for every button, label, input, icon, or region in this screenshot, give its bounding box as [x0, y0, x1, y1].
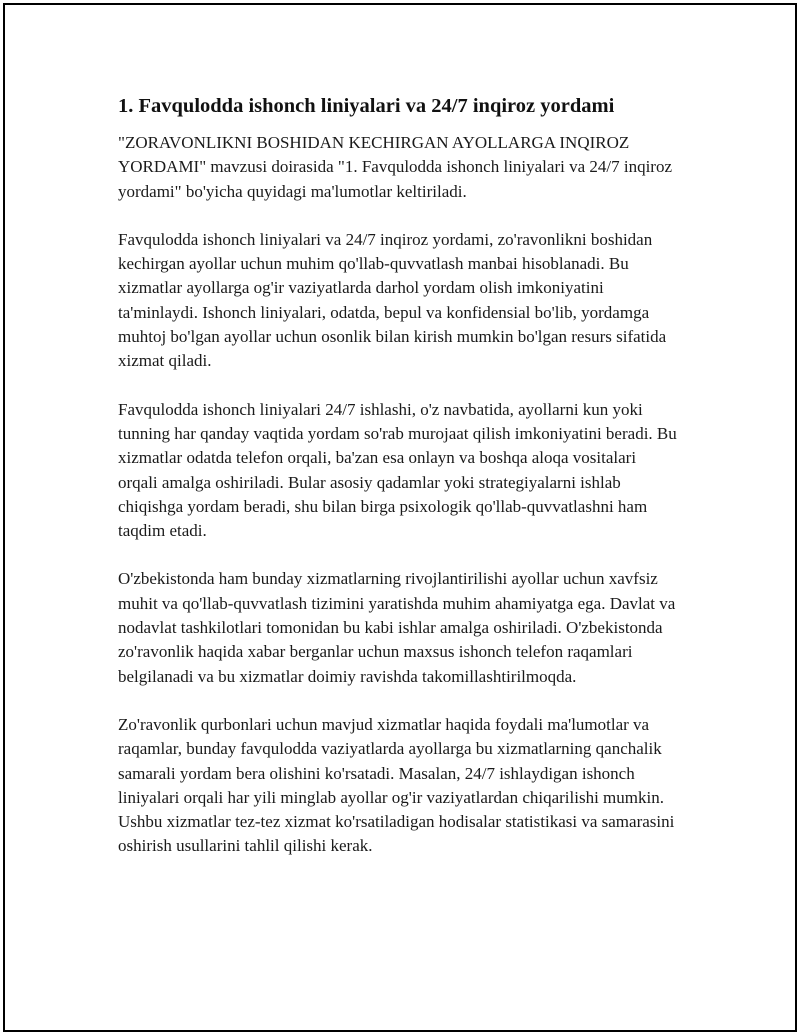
statistics-paragraph: Zo'ravonlik qurbonlari uchun mavjud xizmatlar haqida foydali ma'lumotlar va raqamlar, bunday favqulodda vaziyatlarda ayollarga bu xizmatlarning qanchalik samarali yordam bera olishini ko'rsatadi. Masalan, 24/7 ishlaydigan ishonch liniyalari orqali har yili minglab ayollar og'ir vaziyatlardan chiqarilishi mumkin. Ushbu xizmatlar tez-tez xizmat ko'rsatiladigan hodisalar statistikasi va samarasini oshirish usullarini tahlil qilishi kerak. [118, 714, 675, 856]
intro-paragraph: "ZORAVONLIKNI BOSHIDAN KECHIRGAN AYOLLARGA INQIROZ YORDAMI" mavzusi doirasida "1. Favqulodda ishonch liniyalari va 24/7 inqiroz yordami" bo'yicha quyidagi ma'lumotlar keltiriladi. [118, 133, 673, 201]
uzbekistan-services-paragraph: O'zbekistonda ham bunday xizmatlarning rivojlantirilishi ayollar uchun xavfsiz muhit va qo'llab-quvvatlash tizimini yaratishda muhim ahamiyatga ega. Davlat va nodavlat tashkilotlari tomonidan bu kabi ishlar amalga oshiriladi. O'zbekistonda zo'ravonlik haqida xabar berganlar uchun maxsus ishonch telefon raqamlari belgilanadi va bu xizmatlar doimiy ravishda takomillashtirilmoqda. [118, 569, 676, 686]
round-the-clock-paragraph: Favqulodda ishonch liniyalari 24/7 ishlashi, o'z navbatida, ayollarni kun yoki tunning har qanday vaqtida yordam so'rab murojaat qilish imkoniyatini beradi. Bu xizmatlar odatda telefon orqali, ba'zan esa onlayn va boshqa aloqa vositalari orqali amalga oshiriladi. Bular asosiy qadamlar yoki strategiyalarni ishlab chiqishga yordam beradi, shu bilan birga psixologik qo'llab-quvvatlashni ham taqdim etadi. [118, 399, 677, 541]
document-body [118, 93, 678, 883]
section-title: 1. Favqulodda ishonch liniyalari va 24/7 inqiroz yordami [118, 95, 615, 117]
hotline-overview-paragraph: Favqulodda ishonch liniyalari va 24/7 inqiroz yordami, zo'ravonlikni boshidan kechirgan ayollar uchun muhim qo'llab-quvvatlash manbai hisoblanadi. Bu xizmatlar ayollarga og'ir vaziyatlarda darhol yordam olish imkoniyatini ta'minlaydi. Ishonch liniyalari, odatda, bepul va konfidensial bo'lib, yordamga muhtoj bo'lgan ayollar uchun osonlik bilan kirish mumkin bo'lgan resurs sifatida xizmat qiladi. [118, 229, 667, 371]
